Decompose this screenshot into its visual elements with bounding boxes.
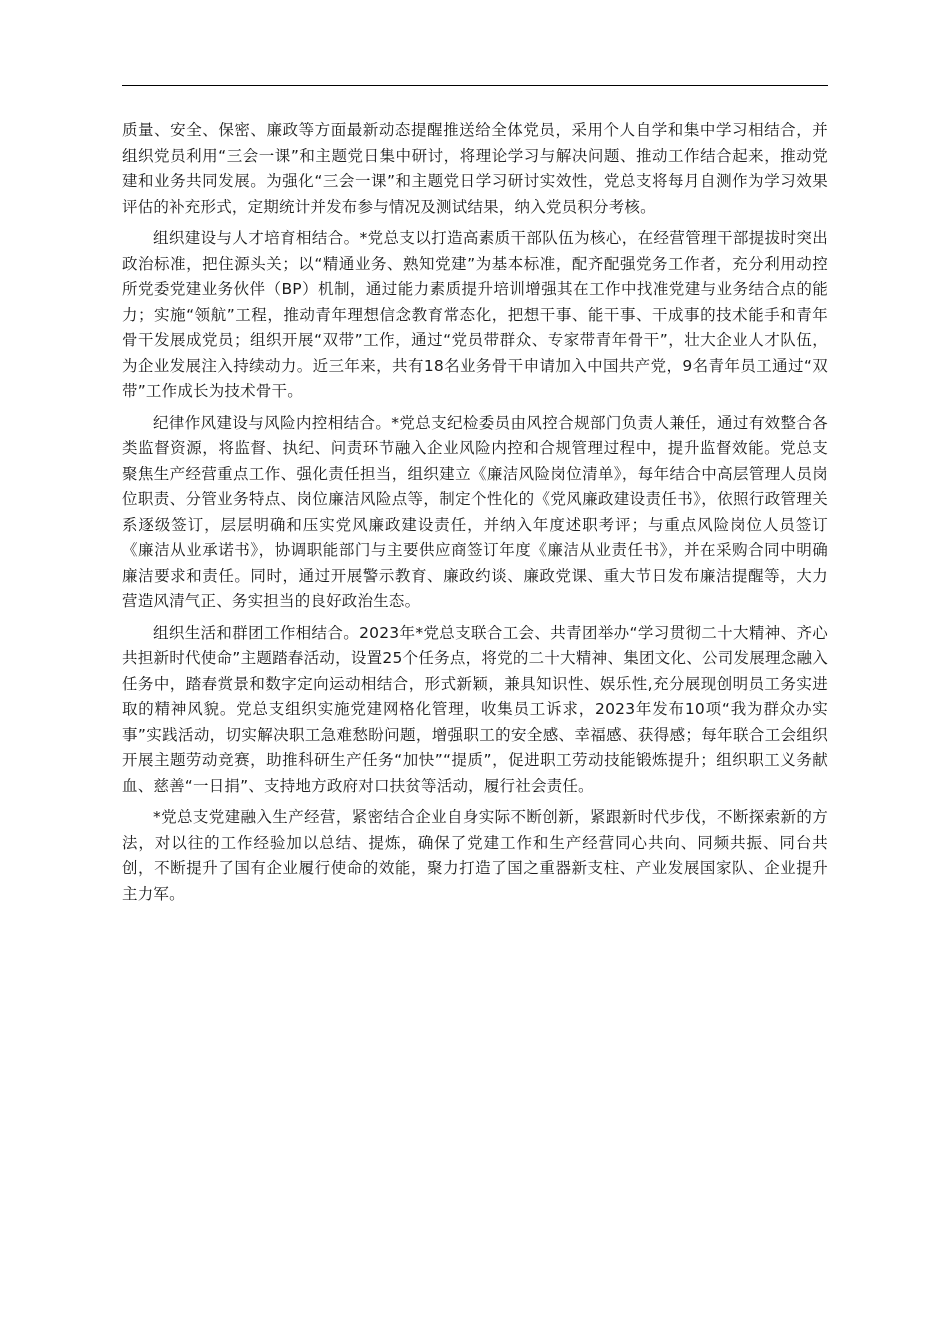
paragraph-discipline-risk-control: 纪律作风建设与风险内控相结合。*党总支纪检委员由风控合规部门负责人兼任，通过有效整合各类监督资源，将监督、执纪、问责环节融入企业风险内控和合规管理过程中，提升监督效能。党总支聚焦生产经营重点工作、强化责任担当，组织建立《廉洁风险岗位清单》，每年结合中高层管理人员岗位职责、分管业务特点、岗位廉洁风险点等，制定个性化的《党风廉政建设责任书》，依照行政管理关系逐级签订，层层明确和压实党风廉政建设责任，并纳入年度述职考评；与重点风险岗位人员签订《廉洁从业承诺书》，协调职能部门与主要供应商签订年度《廉洁从业责任书》，并在采购合同中明确廉洁要求和责任。同时，通过开展警示教育、廉政约谈、廉政党课、重大节日发布廉洁提醒等，大力营造风清气正、务实担当的良好政治生态。: [122, 413, 828, 610]
paragraph-organization-talent: 组织建设与人才培育相结合。*党总支以打造高素质干部队伍为核心，在经营管理干部提拔时突出政治标准，把住源头关；以“精通业务、熟知党建”为基本标准，配齐配强党务工作者，充分利用动控所党委党建业务伙伴（BP）机制，通过能力素质提升培训增强其在工作中找准党建与业务结合点的能力；实施“领航”工程，推动青年理想信念教育常态化，把想干事、能干事、干成事的技术能手和青年骨干发展成党员；组织开展“双带”工作，通过“党员带群众、专家带青年骨干”，壮大企业人才队伍，为企业发展注入持续动力。近三年来，共有18名业务骨干申请加入中国共产党，9名青年员工通过“双带”工作成长为技术骨干。: [122, 229, 828, 400]
header-divider: [122, 85, 828, 86]
paragraph-conclusion: *党总支党建融入生产经营，紧密结合企业自身实际不断创新，紧跟新时代步伐，不断探索新的方法，对以往的工作经验加以总结、提炼，确保了党建工作和生产经营同心共向、同频共振、同台共创，不断提升了国有企业履行使命的效能，聚力打造了国之重器新支柱、产业发展国家队、企业提升主力军。: [122, 808, 828, 903]
paragraph-continued: 质量、安全、保密、廉政等方面最新动态提醒推送给全体党员，采用个人自学和集中学习相结合，并组织党员利用“三会一课”和主题党日集中研讨，将理论学习与解决问题、推动工作结合起来，推动党建和业务共同发展。为强化“三会一课”和主题党日学习研讨实效性，党总支将每月自测作为学习效果评估的补充形式，定期统计并发布参与情况及测试结果，纳入党员积分考核。: [122, 121, 828, 216]
paragraph-organization-life-mass-work: 组织生活和群团工作相结合。2023年*党总支联合工会、共青团举办“学习贯彻二十大精神、齐心共担新时代使命”主题踏春活动，设置25个任务点，将党的二十大精神、集团文化、公司发展理念融入任务中，踏春赏景和数字定向运动相结合，形式新颖，兼具知识性、娱乐性,充分展现创明员工务实进取的精神风貌。党总支组织实施党建网格化管理，收集员工诉求，2023年发布10项“我为群众办实事”实践活动，切实解决职工急难愁盼问题，增强职工的安全感、幸福感、获得感；每年联合工会组织开展主题劳动竞赛，助推科研生产任务“加快”“提质”，促进职工劳动技能锻炼提升；组织职工义务献血、慈善“一日捐”、支持地方政府对口扶贫等活动，履行社会责任。: [122, 623, 828, 795]
document-body: [122, 118, 828, 913]
